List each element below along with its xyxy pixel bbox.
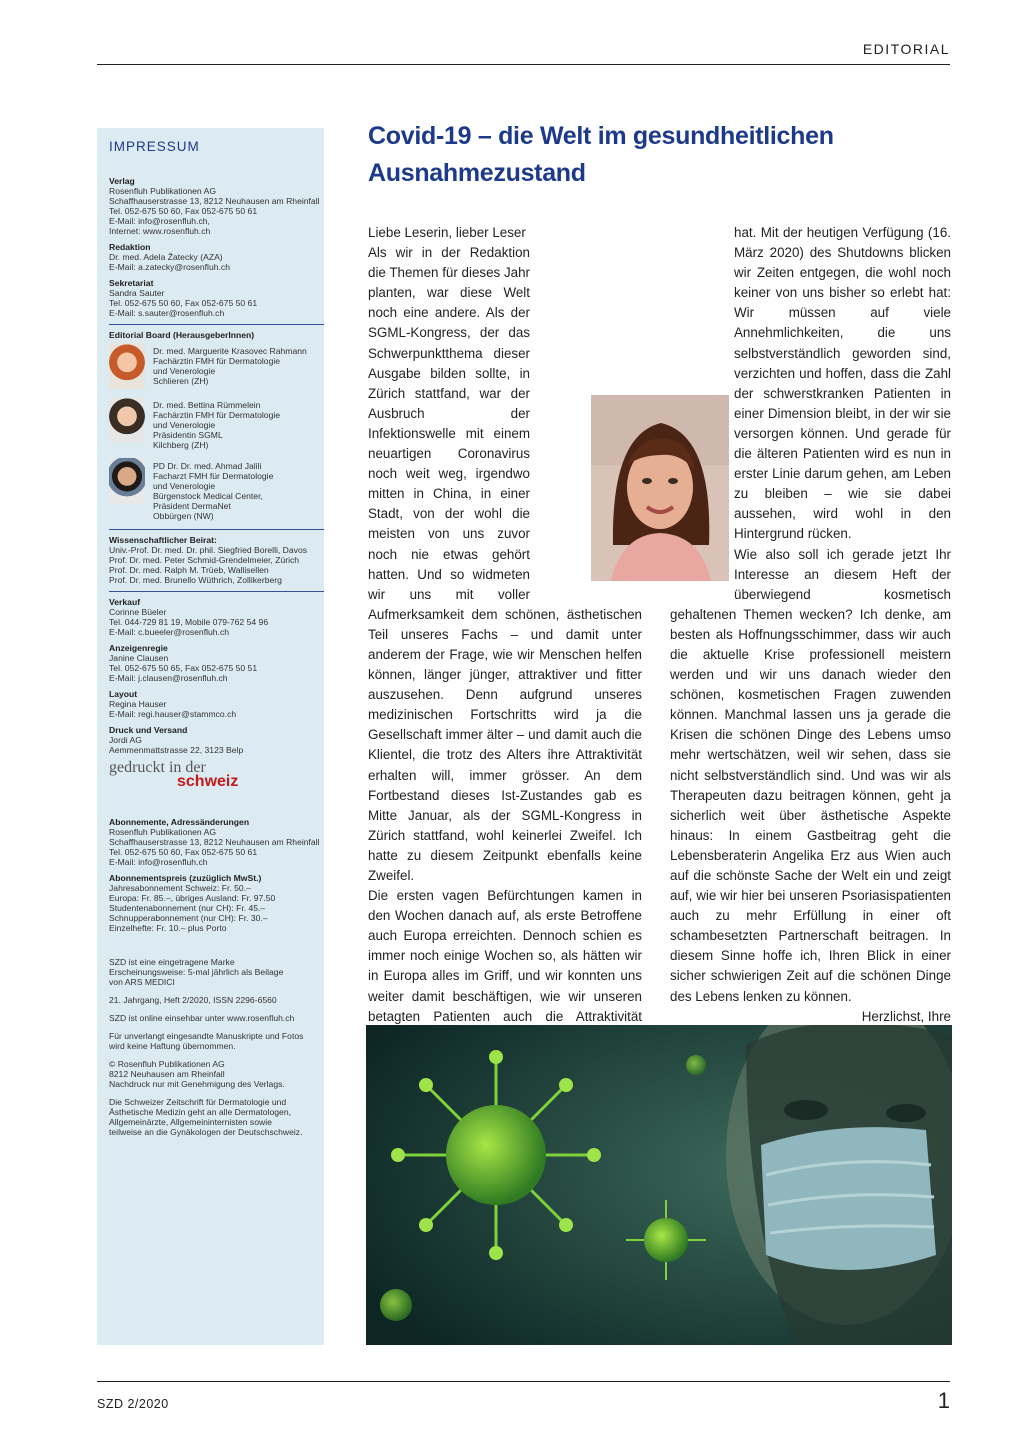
note-line: teilweise an die Gynäkologen der Deutschschweiz.	[109, 1127, 303, 1137]
verkauf-section	[109, 597, 324, 637]
covid-image	[366, 1025, 952, 1345]
abo-line: Tel. 052-675 50 60, Fax 052-675 50 61	[109, 847, 258, 857]
layout-section	[109, 689, 324, 719]
verlag-heading: Verlag	[109, 176, 135, 186]
article-paragraph: Wie also soll ich gerade jetzt Ihr Interesse an diesem Heft der überwiegend kosmetisch gehaltenen Themen wecken? Ich denke, am besten als Hoffnungsschimmer, dass wir auch die aktuelle Krise professionell meistern werden und wir uns danach wieder den schönen, kosmetischen Fragen zuwenden können. Manchmal lassen uns ja gerade die Krisen die schönen Dinge des Lebens umso mehr wertschätzen, weil wir sehen, dass sie nicht selbstverständlich sind. Und was wir als Therapeuten dazu beitragen können, geht ja sicherlich weit über ästhetische Aspekte hinaus: In einem Gastbeitrag geht die Lebensberaterin Angelika Erz aus Wien auch auf die schönste Sache der Welt ein und zeigt auf, wie wir hier bei unseren Psoriasispatienten auch zu mehr Erfüllung in einer oft schambesetzten Partnerschaft beitragen. In diesem Sinne hoffe ich, Ihren Blick in einer sicher schwierigen Zeit auf die schönen Dinge des Lebens lenken zu können.	[670, 546, 951, 1004]
layout-heading: Layout	[109, 689, 138, 699]
beirat-line: Univ.-Prof. Dr. med. Dr. phil. Siegfried Borelli, Davos	[109, 545, 308, 555]
board-member	[109, 458, 324, 521]
board-member-line: Facharzt FMH für Dermatologie	[153, 471, 274, 481]
article-paragraph: Die ersten vagen Befürchtungen kamen in den Wochen danach auf, als erste Betroffene auch Europa erreichten. Dennoch schien es immer noch einige Wochen so, als hätten wir in Europa alles im Griff, und wir konnten uns weiter damit beschäftigen, wie wir unseren betagten Patienten auch die Attraktivität	[368, 888, 642, 1024]
board-member-line: Fachärztin FMH für Dermatologie	[153, 356, 281, 366]
note-line: © Rosenfluh Publikationen AG	[109, 1059, 225, 1069]
beirat-section	[109, 535, 324, 585]
anzeigen-heading: Anzeigenregie	[109, 643, 168, 653]
sekretariat-section	[109, 278, 324, 318]
page-number: 1	[937, 1388, 950, 1413]
abo-section	[109, 817, 324, 867]
note	[109, 1097, 324, 1137]
abopreis-line: Studentenabonnement (nur CH): Fr. 45.–	[109, 903, 266, 913]
impressum-title: IMPRESSUM	[109, 139, 200, 154]
note-line: SZD ist eine eingetragene Marke	[109, 957, 235, 967]
verkauf-heading: Verkauf	[109, 597, 141, 607]
board-member-line: und Venerologie	[153, 420, 216, 430]
impressum-box	[97, 128, 324, 1345]
abopreis-line: Jahresabonnement Schweiz: Fr. 50.–	[109, 883, 251, 893]
board-member	[109, 343, 324, 389]
issue-label: SZD 2/2020	[97, 1397, 169, 1411]
layout-line: E-Mail: regi.hauser@stammco.ch	[109, 709, 237, 719]
board-member-line: PD Dr. Dr. med. Ahmad Jalili	[153, 461, 262, 471]
board-member-line: Fachärztin FMH für Dermatologie	[153, 410, 281, 420]
abo-line: Schaffhauserstrasse 13, 8212 Neuhausen am Rheinfall	[109, 837, 320, 847]
board-member-line: Präsident DermaNet	[153, 501, 231, 511]
board-member-line: Dr. med. Marguerite Krasovec Rahmann	[153, 346, 307, 356]
verkauf-line: E-Mail: c.bueeler@rosenfluh.ch	[109, 627, 230, 637]
beirat-line: Prof. Dr. med. Brunello Wüthrich, Zollikerberg	[109, 575, 282, 585]
abopreis-heading: Abonnementspreis (zuzüglich MwSt.)	[109, 873, 262, 883]
verlag-line: Tel. 052-675 50 60, Fax 052-675 50 61	[109, 206, 258, 216]
note-line: Für unverlangt eingesandte Manuskripte und Fotos	[109, 1031, 304, 1041]
article-paragraph: hat. Mit der heutigen Verfügung (16. März 2020) des Shutdowns blicken wir Zeiten entgegen, die wohl noch keiner von uns bisher so erlebt hat: Wir müssen auf viele Annehmlichkeiten, die uns selbstverständlich geworden sind, verzichten und hoffen, dass die Zahl der schwerstkranken Patienten in einer Dimension bleibt, in der wir sie versorgen können. Und gerade für die älteren Patienten wird es nun in erster Linie darum gehen, am Leben zu bleiben – wie sie dabei aussehen, wird wohl in den Hintergrund rücken.	[734, 225, 951, 542]
note-line: Nachdruck nur mit Genehmigung des Verlags.	[109, 1079, 285, 1089]
board-member-line: Kilchberg (ZH)	[153, 440, 209, 450]
note	[109, 995, 324, 1005]
board-member-line: und Venerologie	[153, 366, 216, 376]
divider	[109, 591, 324, 592]
note	[109, 957, 324, 987]
footer-rule	[97, 1381, 950, 1382]
article-column-2	[670, 223, 951, 1047]
note	[109, 1031, 324, 1051]
sekretariat-line: Sandra Sauter	[109, 288, 165, 298]
board-member-line: Obbürgen (NW)	[153, 511, 214, 521]
beirat-line: Prof. Dr. med. Ralph M. Trüeb, Wallisellen	[109, 565, 269, 575]
board-member-line: und Venerologie	[153, 481, 216, 491]
note-line: 21. Jahrgang, Heft 2/2020, ISSN 2296-6560	[109, 995, 277, 1005]
verkauf-line: Tel. 044-729 81 19, Mobile 079-762 54 96	[109, 617, 269, 627]
abo-line: E-Mail: info@rosenfluh.ch	[109, 857, 208, 867]
note-line: Die Schweizer Zeitschrift für Dermatologie und	[109, 1097, 287, 1107]
board-heading: Editorial Board (HerausgeberInnen)	[109, 330, 255, 340]
note-line: von ARS MEDICI	[109, 977, 175, 987]
note-line: Allgemeinärzte, Allgemeininternisten sowie	[109, 1117, 272, 1127]
layout-line: Regina Hauser	[109, 699, 167, 709]
abopreis-line: Schnupperabonnement (nur CH): Fr. 30.–	[109, 913, 268, 923]
note-line: Erscheinungsweise: 5-mal jährlich als Beilage	[109, 967, 284, 977]
abopreis-line: Europa: Fr. 85.–, übriges Ausland: Fr. 97.50	[109, 893, 276, 903]
board-member-line: Präsidentin SGML	[153, 430, 223, 440]
druck-heading: Druck und Versand	[109, 725, 188, 735]
board-member-line: Bürgenstock Medical Center,	[153, 491, 263, 501]
redaktion-section	[109, 242, 324, 272]
beirat-line: Prof. Dr. med. Peter Schmid-Grendelmeier, Zürich	[109, 555, 300, 565]
druck-line: Aemmenmattstrasse 22, 3123 Belp	[109, 745, 244, 755]
board-member-photo	[109, 343, 145, 389]
redaktion-heading: Redaktion	[109, 242, 151, 252]
sekretariat-line: Tel. 052-675 50 60, Fax 052-675 50 61	[109, 298, 258, 308]
board-member	[109, 397, 324, 450]
section-label: EDITORIAL	[862, 41, 950, 57]
verlag-line: Rosenfluh Publikationen AG	[109, 186, 217, 196]
note-line: wird keine Haftung übernommen.	[109, 1041, 236, 1051]
gedruckt-logo-line2: schweiz	[177, 773, 239, 790]
note-line: 8212 Neuhausen am Rheinfall	[109, 1069, 225, 1079]
verlag-line: Schaffhauserstrasse 13, 8212 Neuhausen am Rheinfall	[109, 196, 320, 206]
header-rule	[97, 64, 950, 65]
article-paragraph: Als wir in der Redaktion die Themen für dieses Jahr planten, war diese Welt noch eine andere. Als der SGML-Kongress, der das Schwerpunktthema dieser Ausgabe bilden sollte, in Zürich stattfand, war der Ausbruch der Infektionswelle mit einem neuartigen Coronavirus noch weit weg, irgendwo mitten in China, in einer Stadt, von der wohl die meisten von uns zuvor noch nie etwas gehört hatten. Und so widmeten wir uns mit voller Aufmerksamkeit dem schönen, ästhetischen Teil unseres Fachs – und damit unter anderem der Frage, wie wir Menschen helfen können, länger jünger, attraktiver und fitter auszusehen. Denn aufgrund unseres medizinischen Fortschritts wird ja die Gesellschaft immer älter – und damit auch die Klientel, die trotz des Alters ihre Attraktivität erhalten will, immer grösser. An dem Fortbestand dieses Ist-Zustandes gab es Mitte Januar, als der SGML-Kongress in Zürich stattfand, wohl keinerlei Zweifel. Ich hatte zu diesem Zeitpunkt ebenfalls keine Zweifel.	[368, 245, 642, 883]
sekretariat-heading: Sekretariat	[109, 278, 154, 288]
author-portrait	[591, 395, 729, 581]
verlag-section	[109, 176, 324, 236]
note-line: SZD ist online einsehbar unter www.rosenfluh.ch	[109, 1013, 295, 1023]
anzeigen-line: Janine Clausen	[109, 653, 169, 663]
abo-heading: Abonnemente, Adressänderungen	[109, 817, 250, 827]
druck-section	[109, 725, 324, 755]
verlag-line: E-Mail: info@rosenfluh.ch,	[109, 216, 210, 226]
gedruckt-logo	[109, 761, 324, 789]
note	[109, 1059, 324, 1089]
article-title: Covid-19 – die Welt im gesundheitlichen Ausnahmezustand	[368, 122, 834, 187]
divider	[109, 529, 324, 530]
note-line: Ästhetische Medizin geht an alle Dermatologen,	[109, 1107, 292, 1117]
board-member-photo	[109, 397, 145, 443]
board-member-line: Dr. med. Bettina Rümmelein	[153, 400, 261, 410]
salutation: Liebe Leserin, lieber Leser	[368, 225, 526, 240]
abopreis-line: Einzelhefte: Fr. 10.– plus Porto	[109, 923, 227, 933]
sekretariat-line: E-Mail: s.sauter@rosenfluh.ch	[109, 308, 225, 318]
druck-line: Jordi AG	[109, 735, 142, 745]
article-column-1	[368, 223, 642, 1147]
verlag-line: Internet: www.rosenfluh.ch	[109, 226, 211, 236]
board-member-line: Schlieren (ZH)	[153, 376, 209, 386]
divider	[109, 324, 324, 325]
anzeigen-line: E-Mail: j.clausen@rosenfluh.ch	[109, 673, 228, 683]
anzeigen-line: Tel. 052-675 50 65, Fax 052-675 50 51	[109, 663, 258, 673]
abopreis-section	[109, 873, 324, 933]
board-member-photo	[109, 458, 145, 504]
anzeigen-section	[109, 643, 324, 683]
note	[109, 1013, 324, 1023]
redaktion-line: E-Mail: a.zatecky@rosenfluh.ch	[109, 262, 230, 272]
closing: Herzlichst, Ihre	[861, 1008, 951, 1024]
redaktion-line: Dr. med. Adela Žatecky (AZA)	[109, 252, 223, 262]
abo-line: Rosenfluh Publikationen AG	[109, 827, 217, 837]
verkauf-line: Corinne Büeler	[109, 607, 167, 617]
beirat-heading: Wissenschaftlicher Beirat:	[109, 535, 217, 545]
gedruckt-logo-line1: gedruckt in der	[109, 759, 206, 776]
